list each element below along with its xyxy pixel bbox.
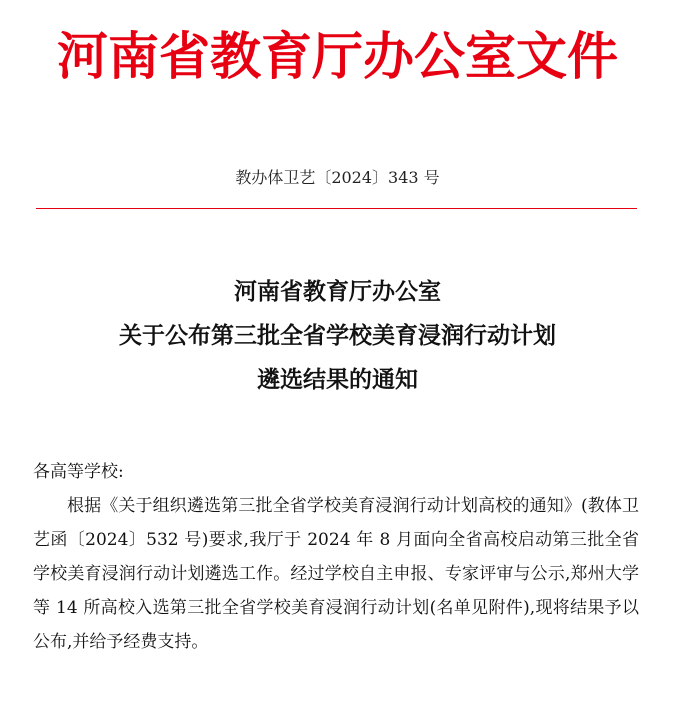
- document-title: [0, 270, 675, 402]
- red-divider-line: [36, 208, 637, 209]
- title-line-1: 河南省教育厅办公室: [234, 279, 441, 305]
- document-masthead: 河南省教育厅办公室文件: [56, 28, 618, 87]
- document-number: 教办体卫艺〔2024〕343 号: [235, 168, 440, 187]
- salutation: 各高等学校:: [33, 462, 124, 482]
- title-line-3: 遴选结果的通知: [257, 367, 418, 393]
- body-paragraph: 根据《关于组织遴选第三批全省学校美育浸润行动计划高校的通知》(教体卫艺函〔2024〕532 号)要求,我厅于 2024 年 8 月面向全省高校启动第三批全省学校美育浸润行动计划遴选工作。经过学校自主申报、专家评审与公示,郑州大学等 14 所高校入选第三批全省学校美育浸润行动计划(名单见附件),现将结果予以公布,并给予经费支持。: [33, 496, 639, 652]
- title-line-2: 关于公布第三批全省学校美育浸润行动计划: [119, 323, 556, 349]
- document-body: [33, 455, 639, 659]
